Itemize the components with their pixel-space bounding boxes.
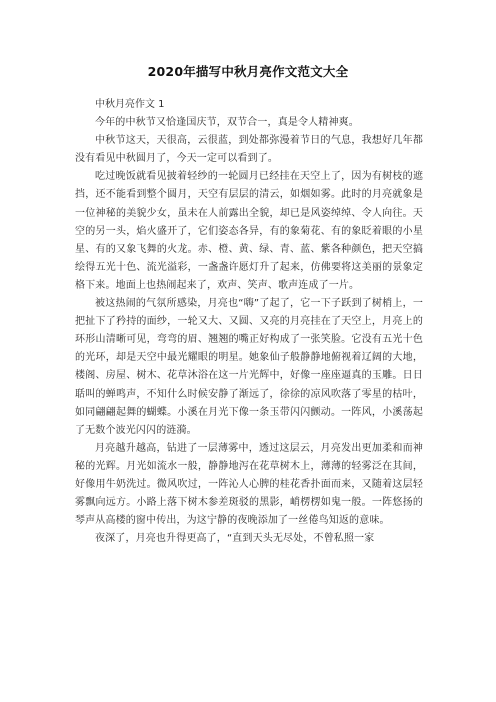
document-title: 2020年描写中秋月亮作文范文大全 — [147, 64, 349, 79]
paragraph-6: 夜深了，月亮也升得更高了，“直到天头无尽处，不曾私照一家 — [95, 533, 375, 545]
paragraph-3: 吃过晚饭就看见披着轻纱的一轮圆月已经挂在天空上了，因为有树枝的遮挡，还不能看到整个圆月，天空有层层的清云，如烟如雾。此时的月亮就象是一位神秘的美貌少女，虽未在人前露出全貌，却已是风姿绰绰、令人向往。天空的另一头，焰火盛开了，它们姿态各异，有的象菊花、有的象眨着眼的小星星、有的又象飞舞的火龙。赤、橙、黄、绿、青、蓝、紫各种颜色，把天空搞绘得五光十色、流光溢彩，一盏盏许愿灯升了起来，仿佛要将这美丽的景象定格下来。地面上也热闹起来了，欢声、笑声、歌声连成了一片。 — [75, 171, 423, 291]
paragraph-4: 被这热闹的气氛所感染，月亮也“嗨”了起了，它一下子跃到了树梢上，一把扯下了矜持的面纱，一轮又大、又圆、又亮的月亮挂在了天空上，月亮上的环形山清晰可见，弯弯的眉、翘翘的嘴正好构成了一张笑脸。它没有五光十色的光环，却是天空中最光耀眼的明星。她象仙子般静静地俯视着辽阔的大地，楼阁、房屋、树木、花草沐浴在这一片光辉中，好像一座座逼真的玉雕。日日聒叫的蝉鸣声，不知什么时候安静了渐远了，徐徐的凉风吹落了零星的枯叶，如同翩翩起舞的蝴蝶。小溪在月光下像一条玉带闪闪颤动。一阵风，小溪荡起了无数个波光闪闪的涟漪。 — [75, 298, 423, 436]
document-body — [75, 96, 423, 548]
paragraph-1: 今年的中秋节又恰逢国庆节，双节合一，真是令人精神爽。 — [95, 117, 359, 129]
paragraph-2: 中秋节这天，天很高，云很蓝，到处都弥漫着节日的气息，我想好几年都没有看见中秋圆月了，今天一定可以看到了。 — [75, 135, 423, 165]
paragraph-5: 月亮越升越高，钻进了一层薄雾中，透过这层云，月亮发出更加柔和而神秘的光辉。月光如流水一般，静静地泻在花草树木上，薄薄的轻雾泛在其间，好像用牛奶洗过。微风吹过，一阵沁人心脾的桂花香扑面而来，又随着这层轻雾飘向远方。小路上落下树木参差斑驳的黑影，峭楞楞如鬼一般。一阵悠扬的琴声从高楼的窗中传出，为这宁静的夜晚添加了一丝倦鸟知返的意味。 — [75, 442, 423, 527]
essay-subtitle: 中秋月亮作文 1 — [95, 99, 165, 110]
